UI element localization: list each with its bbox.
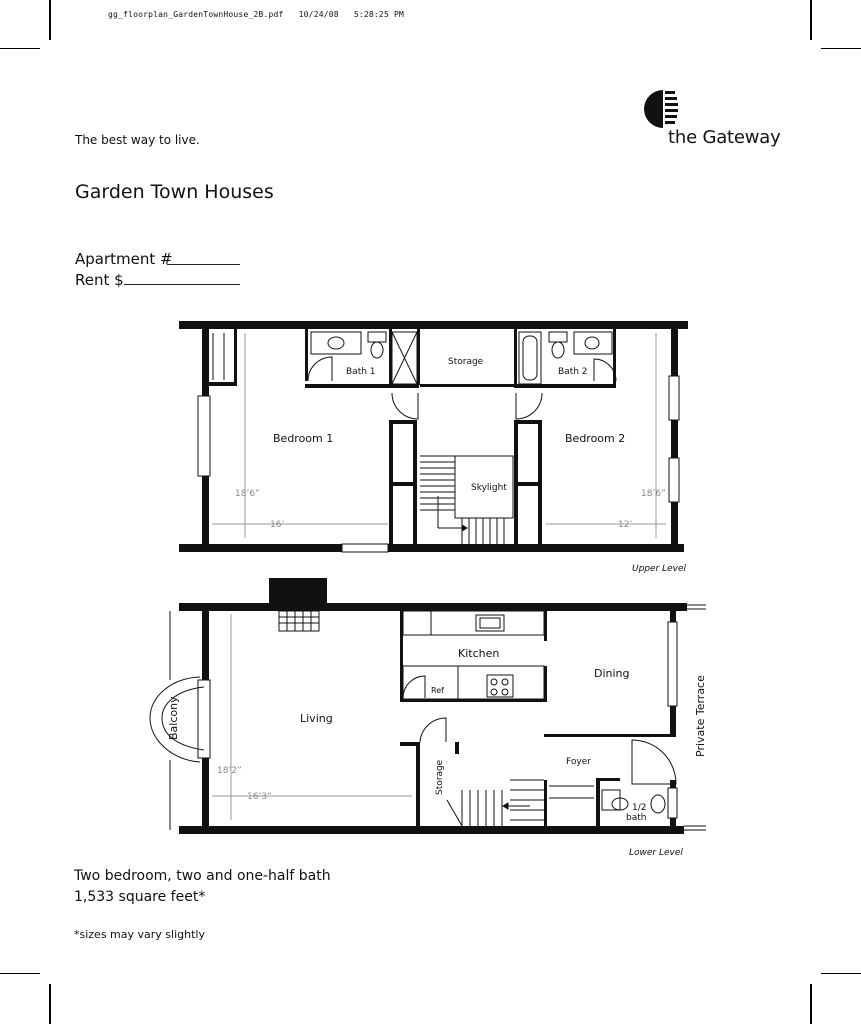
bedroom1-label: Bedroom 1: [273, 432, 334, 445]
upper-bath2-label: Bath 2: [558, 367, 588, 377]
apartment-field-label: Apartment #: [75, 250, 173, 268]
tagline: The best way to live.: [75, 133, 200, 147]
foyer-label: Foyer: [566, 757, 591, 767]
upper-bath1-label: Bath 1: [346, 367, 376, 377]
print-time: 5:28:25 PM: [353, 10, 405, 19]
bedroom2-depth-dim: 18’6”: [641, 489, 666, 499]
half-bath-label: 1/2: [632, 803, 647, 813]
private-terrace-label: Private Terrace: [694, 675, 707, 757]
unit-description: Two bedroom, two and one-half bath: [74, 868, 331, 884]
kitchen-label: Kitchen: [458, 647, 500, 660]
bedroom1-width-dim: 16’: [270, 520, 285, 530]
lower-storage-label: Storage: [435, 759, 445, 795]
print-date: 10/24/08: [298, 10, 339, 19]
upper-level-caption: Upper Level: [632, 564, 687, 574]
unit-square-feet: 1,533 square feet*: [74, 889, 206, 905]
ref-label: Ref: [431, 686, 444, 695]
dining-label: Dining: [594, 667, 630, 680]
bedroom2-label: Bedroom 2: [565, 432, 626, 445]
lower-level-caption: Lower Level: [629, 848, 683, 858]
bedroom1-depth-dim: 18’6”: [235, 489, 260, 499]
print-filename: gg_floorplan_GardenTownHouse_2B.pdf: [108, 10, 284, 19]
lower-stairs: [447, 780, 544, 826]
upper-storage-label: Storage: [448, 357, 484, 367]
bedroom2-width-dim: 12’: [618, 520, 633, 530]
half-bath-label-2: bath: [626, 813, 647, 823]
skylight-label: Skylight: [471, 483, 507, 493]
living-width-dim: 16’3”: [247, 792, 272, 802]
living-depth-dim: 18’2”: [217, 766, 242, 776]
living-label: Living: [300, 712, 333, 725]
brand-name: the Gateway: [668, 127, 781, 148]
balcony-label: Balcony: [167, 696, 180, 740]
footnote: *sizes may vary slightly: [74, 928, 205, 941]
page-title: Garden Town Houses: [75, 181, 274, 203]
rent-field-label: Rent $: [75, 271, 124, 289]
